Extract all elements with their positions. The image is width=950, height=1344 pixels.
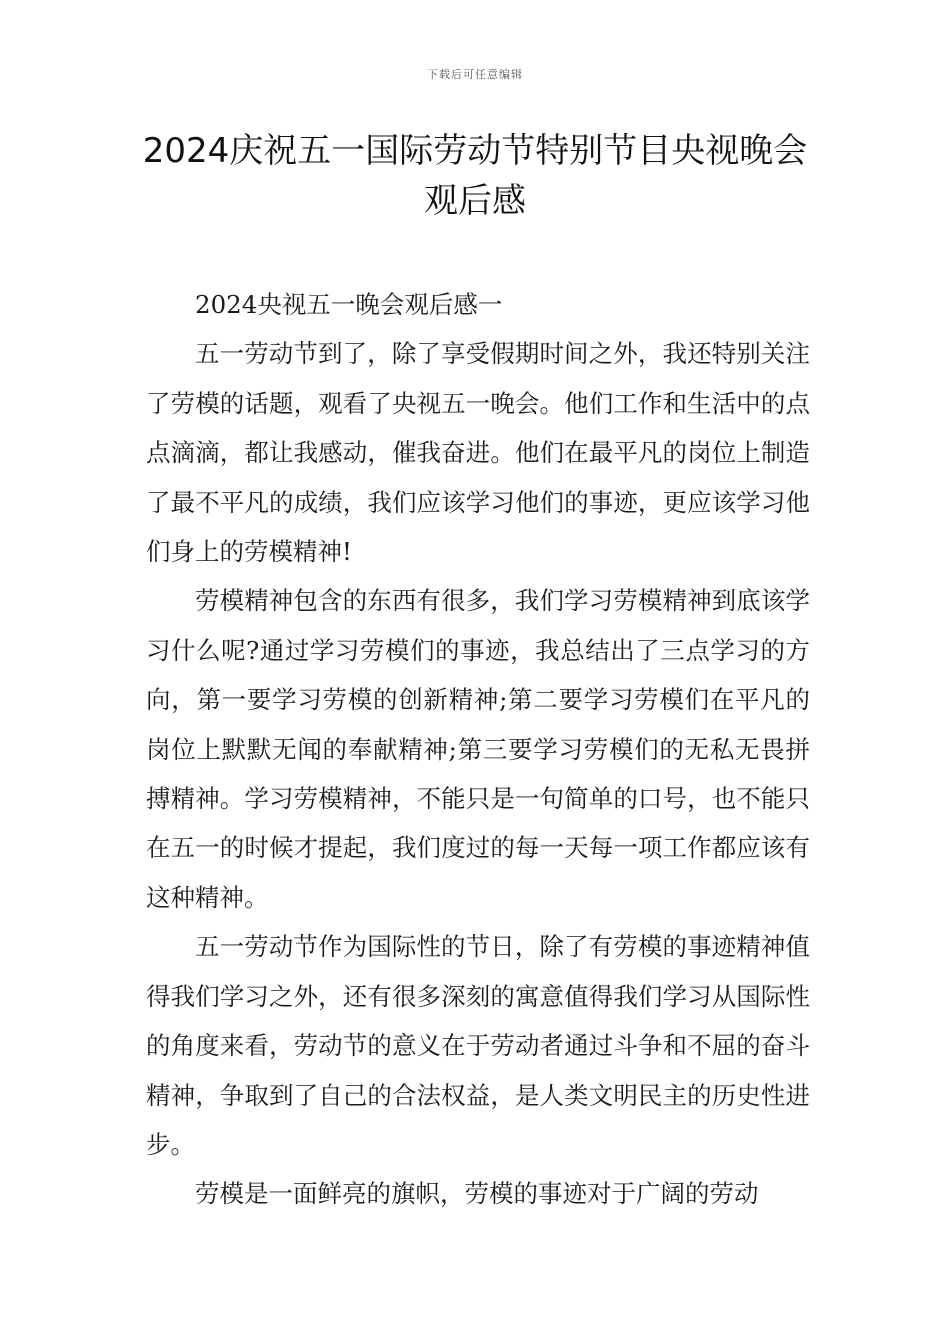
document-title: 2024庆祝五一国际劳动节特别节目央视晚会观后感 — [142, 131, 808, 221]
page-header-note: 下载后可任意编辑 — [427, 68, 523, 81]
section-heading: 2024央视五一晚会观后感一 — [195, 290, 503, 319]
paragraph-2: 劳模精神包含的东西有很多，我们学习劳模精神到底该学习什么呢?通过学习劳模们的事迹，我总结出了三点学习的方向，第一要学习劳模的创新精神;第二要学习劳模们在平凡的岗位上默默无闻的奉献精神;第三要学习劳模们的无私无畏拼搏精神。学习劳模精神，不能只是一句简单的口号，也不能只在五一的时候才提起，我们度过的每一天每一项工作都应该有这种精神。 — [146, 586, 810, 912]
paragraph-4: 劳模是一面鲜亮的旗帜，劳模的事迹对于广阔的劳动 — [195, 1179, 759, 1209]
document-body — [146, 280, 810, 1219]
paragraph-3: 五一劳动节作为国际性的节日，除了有劳模的事迹精神值得我们学习之外，还有很多深刻的寓意值得我们学习从国际性的角度来看，劳动节的意义在于劳动者通过斗争和不屈的奋斗精神，争取到了自己的合法权益，是人类文明民主的历史性进步。 — [146, 932, 810, 1159]
paragraph-1: 五一劳动节到了，除了享受假期时间之外，我还特别关注了劳模的话题，观看了央视五一晚会。他们工作和生活中的点点滴滴，都让我感动，催我奋进。他们在最平凡的岗位上制造了最不平凡的成绩，我们应该学习他们的事迹，更应该学习他们身上的劳模精神! — [146, 339, 810, 567]
